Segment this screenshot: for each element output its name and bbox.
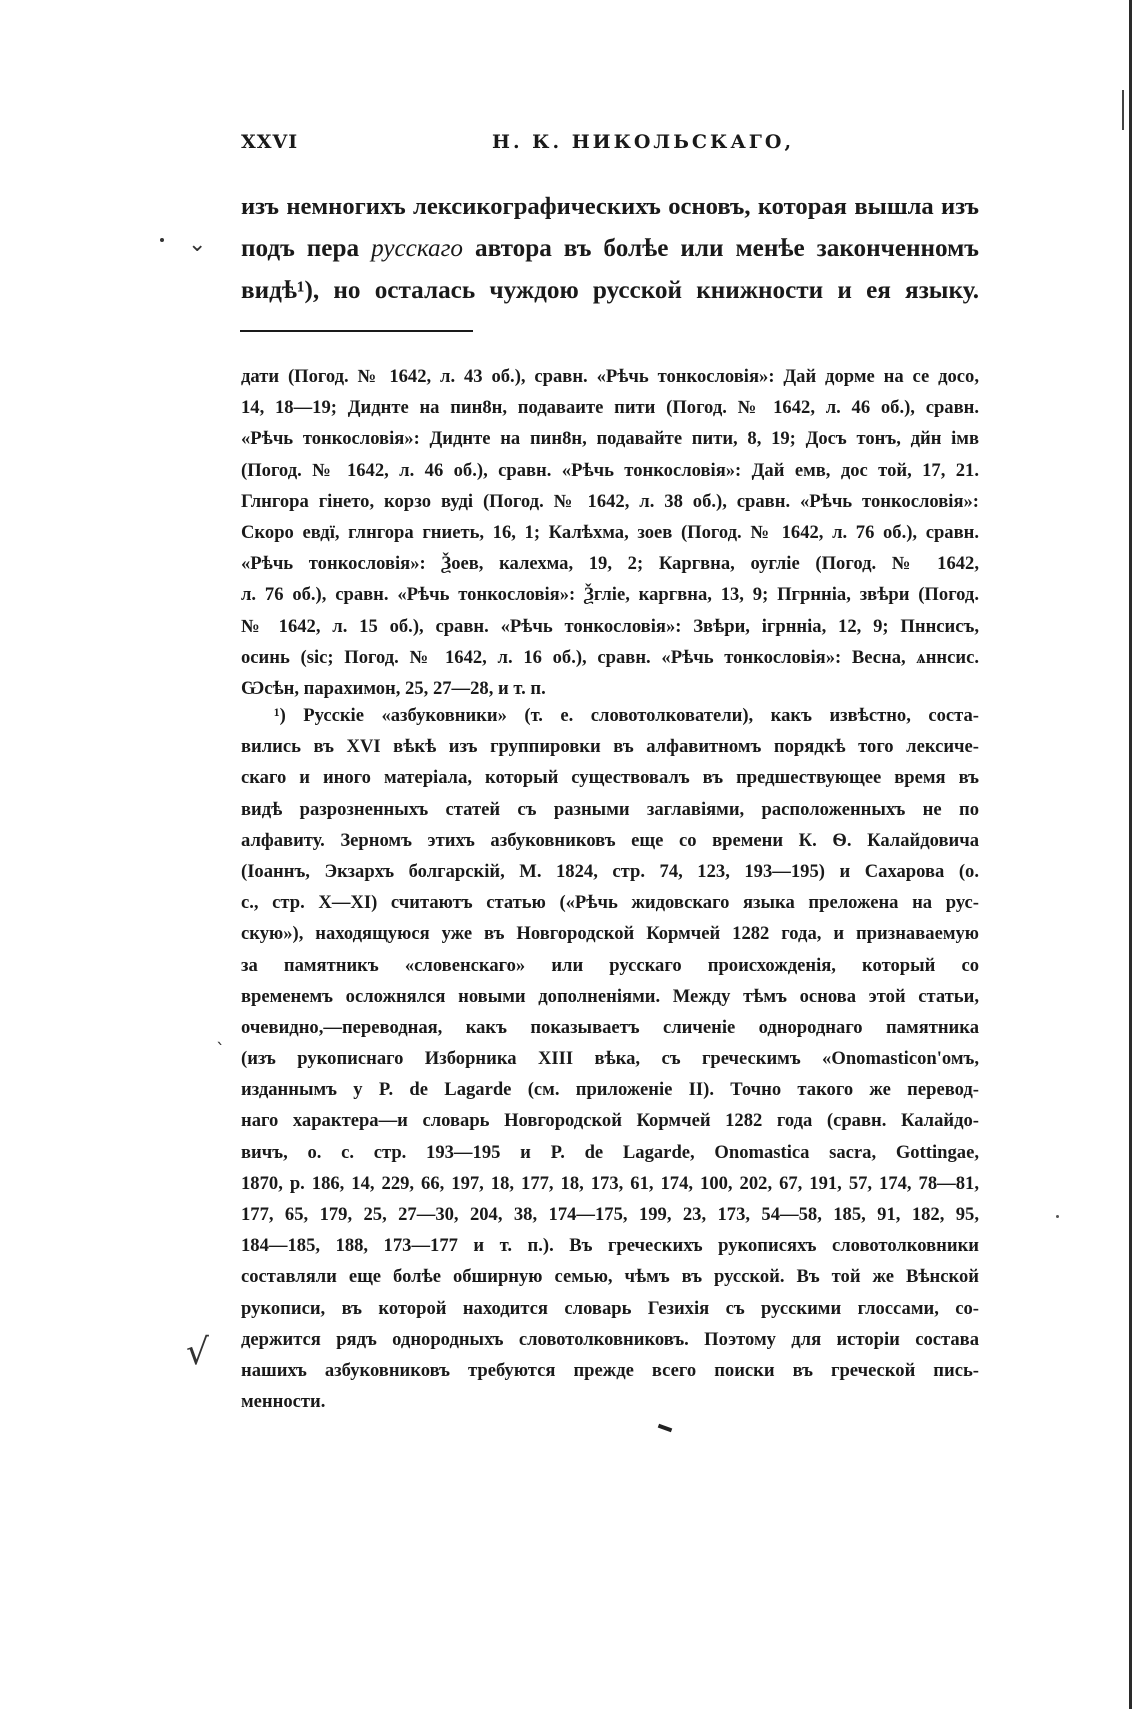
text-line: рукописи, въ которой находится словарь Гезихія съ русскими глоссами, со- xyxy=(241,1297,979,1319)
margin-check-mark-icon: √ xyxy=(186,1332,209,1373)
margin-dot-icon xyxy=(160,238,164,242)
main-text-fragment: автора въ болѣе или менѣе законченномъ xyxy=(463,235,979,262)
margin-dot-icon xyxy=(1056,1215,1059,1218)
italic-word: русскаго xyxy=(371,235,464,262)
text-line: (Іоаннъ, Экзархъ болгарскій, М. 1824, стр. 74, 123, 193—195) и Сахарова (о. xyxy=(241,860,979,882)
page-header xyxy=(241,131,979,161)
text-line: л. 76 об.), сравн. «Рѣчь тонкословія»: Ѯгліе, каргвна, 13, 9; Пгрнніа, звѣри (Погод. xyxy=(241,584,979,606)
text-line: 1870, p. 186, 14, 229, 66, 197, 18, 177, 18, 173, 61, 174, 100, 202, 67, 191, 57, 174, 78—81, xyxy=(241,1172,979,1194)
text-line: Глнгора гінето, корзо вуді (Погод. № 1642, л. 38 об.), сравн. «Рѣчь тонкословія»: xyxy=(241,490,979,512)
main-text-line xyxy=(241,228,979,270)
running-title: Н. К. НИКОЛЬСКАГО, xyxy=(492,131,795,153)
text-line: составляли еще болѣе обширную семью, чѣмъ въ русской. Въ той же Вѣнской xyxy=(241,1266,979,1288)
text-line: скаго и иного матеріала, который существовалъ въ предшествующее время въ xyxy=(241,767,979,789)
text-line: изданнымъ у P. de Lagarde (см. приложеніе II). Точно такого же перевод- xyxy=(241,1079,979,1101)
margin-tick-icon: ˋ xyxy=(216,1040,225,1061)
page-edge-mark xyxy=(1122,90,1124,130)
main-text xyxy=(241,186,979,312)
page-number: XXVI xyxy=(241,131,299,153)
text-line: очевидно,—переводная, какъ показываетъ сличеніе однороднаго памятника xyxy=(241,1016,979,1038)
text-line: Ѡсѣн, парахимон, 25, 27—28, и т. п. xyxy=(241,677,546,699)
text-line: вичъ, о. с. стр. 193—195 и P. de Lagarde, Onomastica sacra, Gottingae, xyxy=(241,1141,979,1163)
text-line: держится рядъ однородныхъ словотолковниковъ. Поэтому для исторіи состава xyxy=(241,1328,979,1350)
page-edge-rule xyxy=(1129,0,1132,1709)
main-text-line: видѣ¹), но осталась чуждою русской книжности и ея языку. xyxy=(241,277,979,304)
text-line: алфавиту. Зерномъ этихъ азбуковниковъ еще со времени К. Ѳ. Калайдовича xyxy=(241,829,979,851)
text-line: скую»), находящуюся уже въ Новгородской Кормчей 1282 года, и признаваемую xyxy=(241,923,979,945)
text-line: осинь (sic; Погод. № 1642, л. 16 об.), сравн. «Рѣчь тонкословія»: Весна, ѧннсис. xyxy=(241,646,979,668)
footnote-1 xyxy=(241,700,979,1417)
margin-check-mark-icon: ⌄ xyxy=(188,232,207,257)
main-text-line: изъ немногихъ лексикографическихъ основъ, которая вышла изъ xyxy=(241,193,979,220)
text-line: вились въ XVI вѣкѣ изъ группировки въ алфавитномъ порядкѣ того лексиче- xyxy=(241,736,979,758)
text-line: 184—185, 188, 173—177 и т. п.). Въ греческихъ рукописяхъ словотолковники xyxy=(241,1235,979,1257)
text-line: 177, 65, 179, 25, 27—30, 204, 38, 174—175, 199, 23, 173, 54—58, 185, 91, 182, 95, xyxy=(241,1204,979,1225)
text-line: видѣ разрозненныхъ статей съ разными заглавіями, расположенныхъ не по xyxy=(241,798,979,820)
main-text-fragment: подъ пера xyxy=(241,235,372,262)
text-line: временемъ осложнялся новыми дополненіями. Между тѣмъ основа этой статьи, xyxy=(241,985,979,1007)
text-line: наго характера—и словарь Новгородской Кормчей 1282 года (сравн. Калайдо- xyxy=(241,1110,979,1132)
text-line: ¹) Русскіе «азбуковники» (т. е. словотолкователи), какъ извѣстно, соста- xyxy=(274,705,979,726)
text-line: с., стр. X—XI) считаютъ статью («Рѣчь жидовскаго языка преложена на рус- xyxy=(241,892,979,914)
text-line: 14, 18—19; Диднте на пин8н, подаваите пити (Погод. № 1642, л. 46 об.), сравн. xyxy=(241,397,979,419)
ink-mark-icon xyxy=(658,1424,673,1433)
text-line: Скоро евдї, глнгора гниеть, 16, 1; Калѣхма, зоев (Погод. № 1642, л. 76 об.), сравн. xyxy=(241,521,979,543)
text-line: нашихъ азбуковниковъ требуются прежде всего поиски въ греческой пись- xyxy=(241,1359,979,1381)
text-line: «Рѣчь тонкословія»: Диднте на пин8н, подавайте пити, 8, 19; Досъ тонъ, дйн імв xyxy=(241,428,979,450)
text-line: № 1642, л. 15 об.), сравн. «Рѣчь тонкословія»: Звѣри, ігрнніа, 12, 9; Пннсисъ, xyxy=(241,615,979,637)
text-line: (изъ рукописнаго Изборника XIII вѣка, съ греческимъ «Onomasticon'омъ, xyxy=(241,1048,979,1070)
footnote-separator xyxy=(240,330,473,332)
text-line: (Погод. № 1642, л. 46 об.), сравн. «Рѣчь тонкословія»: Дай емв, дос той, 17, 21. xyxy=(241,459,979,481)
text-line: менности. xyxy=(241,1391,326,1413)
text-line: дати (Погод. № 1642, л. 43 об.), сравн. «Рѣчь тонкословія»: Дай дорме на се досо, xyxy=(241,366,979,387)
text-line: «Рѣчь тонкословія»: Ѯоев, калехма, 19, 2; Каргвна, оугліе (Погод. № 1642, xyxy=(241,553,979,575)
text-line: за памятникъ «словенскаго» или русскаго происхожденія, который со xyxy=(241,954,979,976)
continued-footnote xyxy=(241,361,979,704)
